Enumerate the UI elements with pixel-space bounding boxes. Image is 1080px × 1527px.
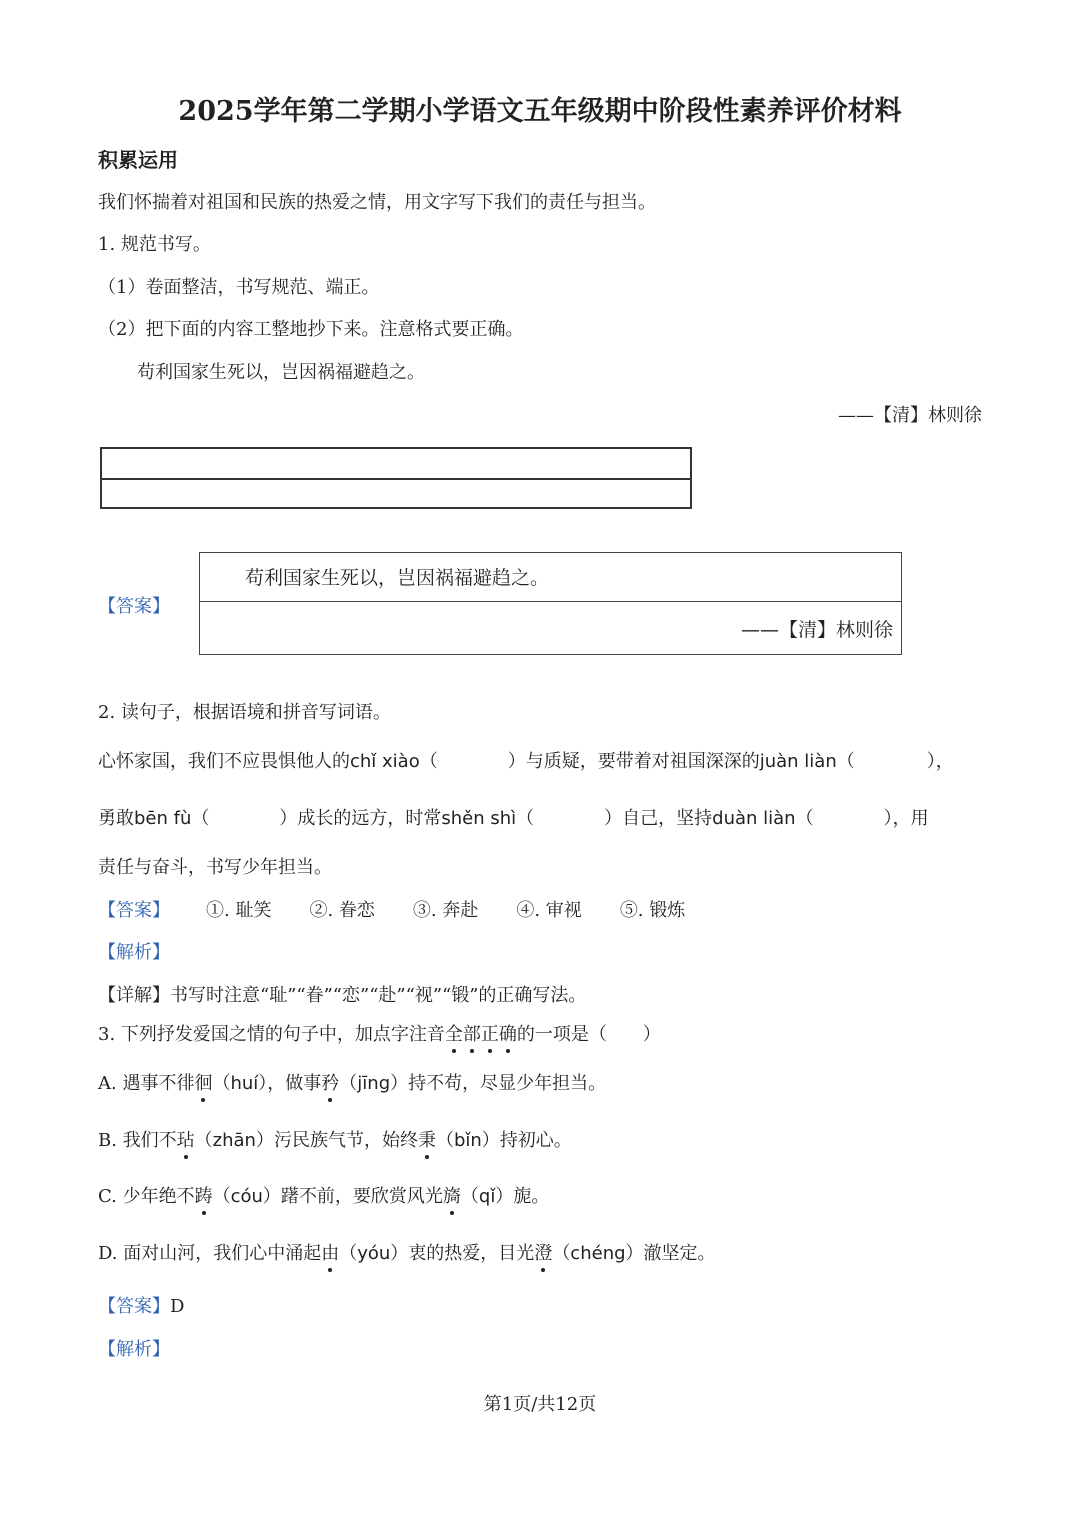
- pinyin: （yóu）: [339, 1243, 409, 1264]
- page-footer: 第1页/共12页: [483, 1394, 597, 1415]
- q2-line1: [98, 749, 954, 775]
- q2-line1-c: ）与质疑，要带着对祖国深深的: [507, 751, 760, 772]
- q3-option-c[interactable]: [98, 1184, 549, 1210]
- dotted-char: 踌: [195, 1184, 213, 1210]
- q2-line2-e: ）自己，坚持: [604, 808, 713, 829]
- q1-sub2: （2）把下面的内容工整地抄下来。注意格式要正确。: [98, 319, 524, 340]
- dotted-char: 确: [499, 1022, 517, 1048]
- q1-poem: 苟利国家生死以，岂因祸福避趋之。: [137, 362, 425, 383]
- intro-text: 我们怀揣着对祖国和民族的热爱之情，用文字写下我们的责任与担当。: [98, 192, 656, 213]
- pinyin: （qǐ）: [460, 1186, 514, 1207]
- option-text: 污民族气节，始终: [273, 1130, 418, 1151]
- dotted-char: 矜: [321, 1071, 339, 1097]
- option-text: 持不苟，尽显少年担当。: [408, 1073, 607, 1094]
- pinyin: （chéng）: [552, 1243, 644, 1264]
- option-text: B. 我们不: [98, 1130, 177, 1151]
- q3-analysis-label: 【解析】: [98, 1339, 170, 1360]
- dotted-char: 正: [481, 1022, 499, 1048]
- option-text: 持初心。: [499, 1130, 572, 1151]
- dotted-char: 部: [463, 1022, 481, 1048]
- dotted-char: 徊: [194, 1071, 212, 1097]
- dotted-char: 澄: [534, 1241, 552, 1267]
- q2-analysis-label: 【解析】: [98, 942, 170, 963]
- q3-answer-row: [98, 1294, 184, 1320]
- q3-option-a[interactable]: [98, 1071, 606, 1097]
- q2-detail-text: 书写时注意“耻”“眷”“恋”“赴”“视”“锻”的正确写法。: [170, 985, 587, 1006]
- option-text: A. 遇事不徘: [98, 1073, 195, 1094]
- pinyin-chixiao: chǐ xiào: [350, 751, 420, 772]
- option-text: 澈坚定。: [643, 1243, 716, 1264]
- q3-stem-a: 3. 下列抒发爱国之情的句子中，加点字注音: [98, 1024, 445, 1045]
- pinyin: （zhān）: [194, 1130, 274, 1151]
- dotted-char: 全: [445, 1022, 463, 1048]
- q1-stem: 1. 规范书写。: [98, 234, 211, 255]
- option-text: 躇不前，要欣赏风光: [280, 1186, 443, 1207]
- option-text: ，做事: [267, 1073, 322, 1094]
- q3-stem: [98, 1022, 661, 1048]
- page-title: 2025学年第二学期小学语文五年级期中阶段性素养评价材料: [178, 96, 902, 127]
- q2-detail: [98, 983, 586, 1009]
- pinyin: （bǐn）: [435, 1130, 500, 1151]
- q2-detail-label: 【详解】: [98, 985, 170, 1006]
- pinyin: （jīng）: [339, 1073, 409, 1094]
- q2-line1-e: ），: [926, 751, 954, 772]
- q2-line2: [98, 806, 929, 832]
- q3-answer-label: 【答案】: [98, 1296, 170, 1317]
- q1-sub1: （1）卷面整洁，书写规范、端正。: [98, 277, 380, 298]
- writing-box: [100, 447, 692, 509]
- q2-answer-label: 【答案】: [98, 900, 170, 921]
- q1-answer-label: 【答案】: [98, 596, 170, 617]
- option-text: 旎。: [513, 1186, 550, 1207]
- pinyin: （huí）: [212, 1073, 268, 1094]
- q2-answer-3: ③. 奔赴: [412, 900, 479, 921]
- q3-stem-b: 的一项是（ ）: [516, 1024, 661, 1045]
- q2-answer-5: ⑤. 锻炼: [619, 900, 686, 921]
- bracket-open: （: [191, 808, 210, 829]
- bracket-open: （: [836, 751, 855, 772]
- answer-box: [199, 552, 902, 655]
- section-heading: 积累运用: [98, 148, 178, 172]
- bracket-open: （: [795, 808, 814, 829]
- pinyin-juanlian: juàn liàn: [759, 751, 837, 772]
- option-text: 衷的热爱，目光: [408, 1243, 535, 1264]
- q2-answer-row: [98, 898, 685, 924]
- q2-answer-1: ①. 耻笑: [206, 900, 272, 921]
- q3-answer: D: [170, 1296, 185, 1317]
- q3-option-d[interactable]: [98, 1241, 716, 1267]
- q2-line2-c: ）成长的远方，时常: [279, 808, 442, 829]
- q1-author: ——【清】林则徐: [838, 405, 982, 426]
- pinyin-shenshi: shěn shì: [441, 808, 517, 829]
- pinyin: （cóu）: [212, 1186, 281, 1207]
- q2-line2-g: ），用: [883, 808, 929, 829]
- bracket-open: （: [419, 751, 438, 772]
- answer-poem: 苟利国家生死以，岂因祸福避趋之。: [245, 567, 550, 589]
- pinyin-benfu: bēn fù: [134, 808, 192, 829]
- option-text: D. 面对山河，我们心中涌起: [98, 1243, 322, 1264]
- bracket-open: （: [516, 808, 535, 829]
- q2-answer-2: ②. 眷恋: [309, 900, 375, 921]
- dotted-char: 玷: [177, 1128, 195, 1154]
- dotted-char: 旖: [443, 1184, 461, 1210]
- option-text: C. 少年绝不: [98, 1186, 195, 1207]
- q3-option-b[interactable]: [98, 1128, 572, 1154]
- answer-author: ——【清】林则徐: [740, 619, 893, 641]
- dotted-char: 秉: [418, 1128, 436, 1154]
- dotted-char: 由: [321, 1241, 339, 1267]
- q2-answer-4: ④. 审视: [516, 900, 582, 921]
- q2-line3: 责任与奋斗，书写少年担当。: [98, 857, 332, 878]
- pinyin-duanlian: duàn liàn: [712, 808, 796, 829]
- q2-line2-a: 勇敢: [98, 808, 134, 829]
- q2-stem: 2. 读句子，根据语境和拼音写词语。: [98, 702, 391, 723]
- q2-line1-a: 心怀家国，我们不应畏惧他人的: [98, 751, 350, 772]
